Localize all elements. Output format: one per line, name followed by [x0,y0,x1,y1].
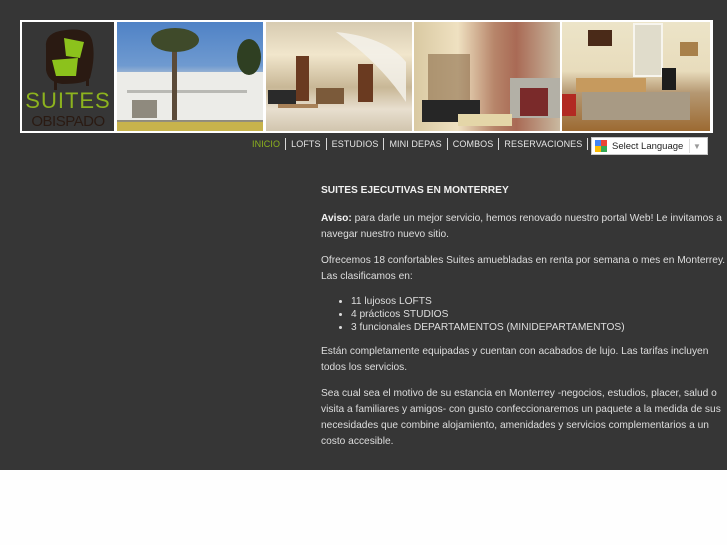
suite-types-list [321,295,726,334]
living-room-image [414,22,560,131]
banner-photo-living [414,22,560,131]
nav-item-lofts[interactable]: LOFTS [291,139,321,149]
nav-item-inicio[interactable]: INICIO [252,139,281,149]
bedroom-image [562,22,710,131]
palm-tree-image [117,22,263,131]
list-item: • 4 prácticos STUDIOS [351,308,726,321]
nav-item-mini-depas[interactable]: MINI DEPAS [389,139,442,149]
nav-item-reservaciones[interactable]: RESERVACIONES [504,139,583,149]
list-item: • 3 funcionales DEPARTAMENTOS (MINIDEPARTAMENTOS) [351,321,726,334]
main-content [321,183,726,460]
nav-item-estudios[interactable]: ESTUDIOS [331,139,379,149]
notice-label: Aviso: [321,213,352,224]
svg-text:OBISPADO: OBISPADO [31,113,105,130]
google-translate-icon [595,140,607,152]
banner-photo-building [117,22,263,131]
language-select[interactable] [591,137,708,155]
loft-interior-image [266,22,412,131]
language-select-label: Select Language [612,140,684,152]
main-nav [250,137,588,151]
logo[interactable] [22,22,114,131]
header-banner [20,20,713,133]
closing-paragraph: Sea cual sea el motivo de su estancia en Monterrey -negocios, estudios, placer, salud o visita a familiares y amigos- con gusto confeccionaremos un paquete a la medida de sus necesidades que combine alojamiento, amenidades y servicios complementarios a un costo accesible. [321,388,721,447]
banner-photo-bedroom [562,22,710,131]
svg-text:SUITES: SUITES [25,88,111,113]
notice-paragraph [321,211,726,243]
equipment-paragraph: Están completamente equipadas y cuentan con acabados de lujo. Las tarifas incluyen todos los servicios. [321,346,709,373]
banner-photo-loft [266,22,412,131]
page-title: SUITES EJECUTIVAS EN MONTERREY [321,185,509,196]
armchair-icon [22,22,114,131]
nav-item-combos[interactable]: COMBOS [452,139,494,149]
dropdown-arrow-icon: ▼ [689,139,704,153]
nav-separator [587,138,588,150]
notice-text: para darle un mejor servicio, hemos renovado nuestro portal Web! Le invitamos a navegar nuestro nuevo sitio. [321,213,722,240]
list-item: • 11 lujosos LOFTS [351,295,726,308]
intro-paragraph: Ofrecemos 18 confortables Suites amuebladas en renta por semana o mes en Monterrey. Las clasificamos en: [321,255,726,282]
